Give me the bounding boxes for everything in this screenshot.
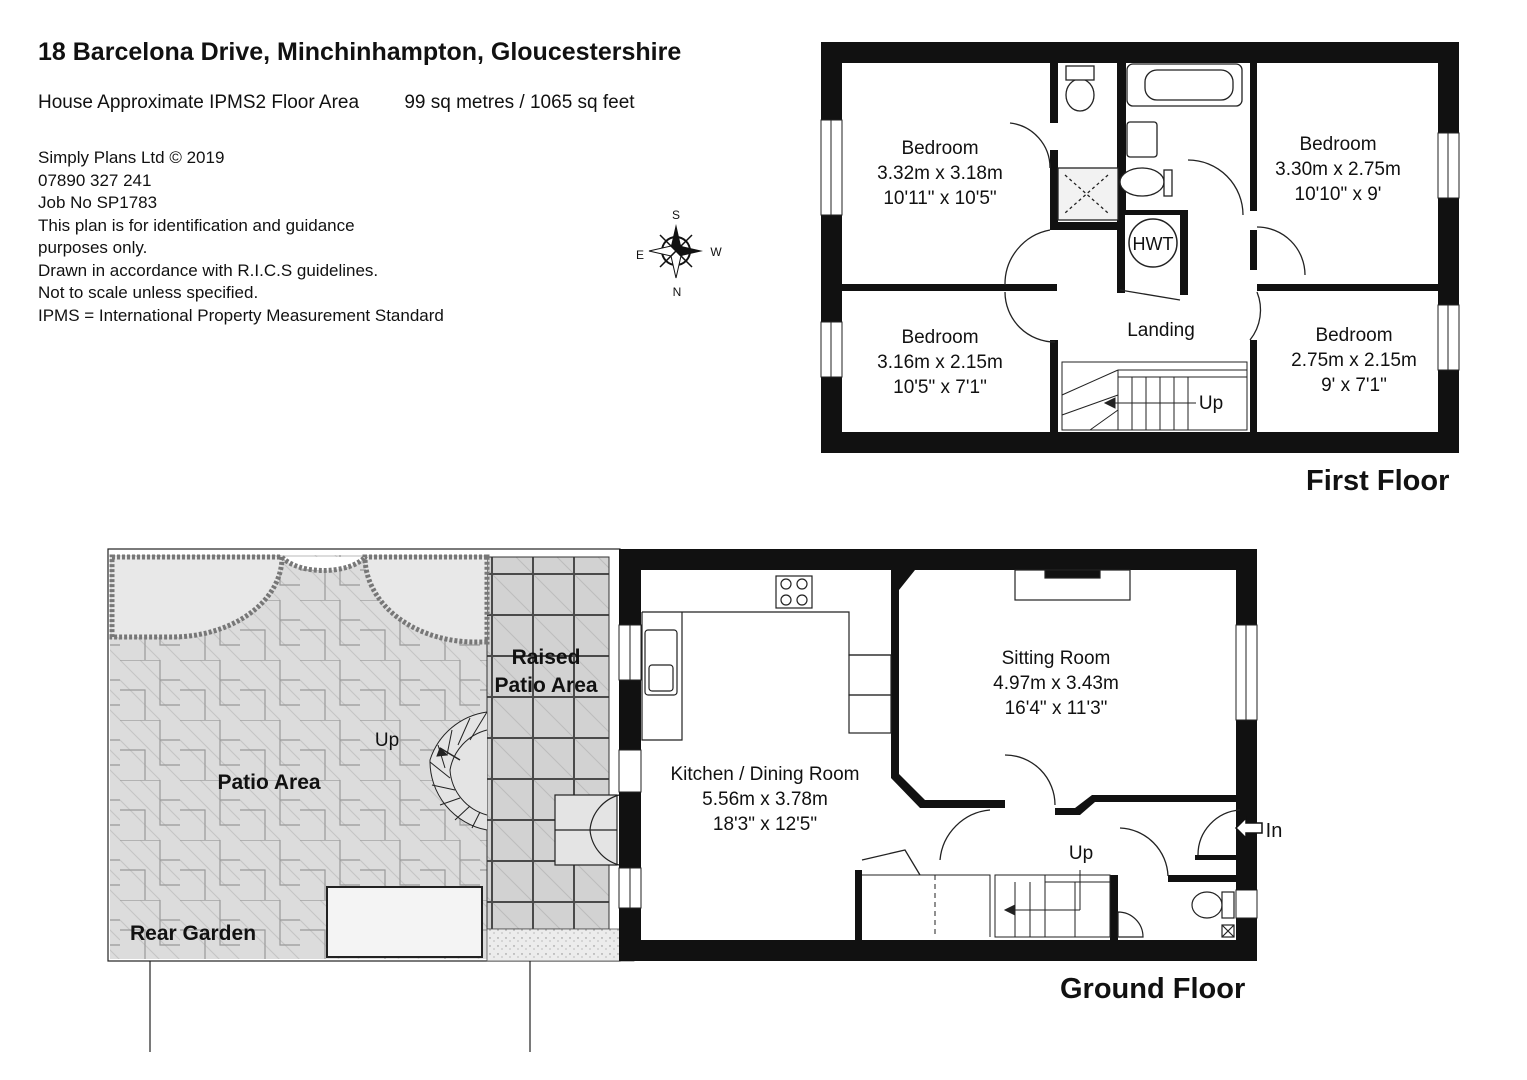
gravel-strip	[487, 929, 634, 961]
entrance-label: In	[1265, 820, 1283, 842]
sitting-room-name: Sitting Room	[1001, 648, 1111, 669]
rear-garden-label: Rear Garden	[129, 922, 257, 945]
patio-doors	[555, 795, 619, 865]
kitchen-name: Kitchen / Dining Room	[670, 764, 860, 785]
floor-area-value: 99 sq metres / 1065 sq feet	[404, 92, 635, 113]
ground-floor-title: Ground Floor	[1060, 973, 1246, 1005]
patio-steps-up-label: Up	[374, 730, 400, 751]
patio-area-label: Patio Area	[217, 771, 321, 794]
bedroom-4-name: Bedroom	[1315, 325, 1393, 346]
bedroom-3-imperial: 10'5" x 7'1"	[893, 377, 987, 398]
compass-south: S	[671, 208, 681, 222]
compass-west: W	[710, 245, 722, 259]
plan-notes	[38, 147, 444, 327]
bedroom-2-imperial: 10'10" x 9'	[1294, 184, 1382, 205]
property-title: 18 Barcelona Drive, Minchinhampton, Gloucestershire	[38, 38, 682, 66]
hwt-label: HWT	[1132, 234, 1174, 254]
ground-floor-stairs	[995, 870, 1110, 937]
compass-rose	[636, 208, 722, 299]
bedroom-4-metric: 2.75m x 2.15m	[1291, 350, 1417, 371]
landing-label: Landing	[1127, 320, 1195, 341]
sitting-room-metric: 4.97m x 3.43m	[993, 673, 1119, 694]
notes-rics: Drawn in accordance with R.I.C.S guidelines.	[38, 260, 379, 280]
raised-patio-tiles	[487, 557, 609, 929]
notes-scale: Not to scale unless specified.	[38, 283, 259, 302]
room-bedroom-2	[1275, 134, 1401, 205]
bedroom-1-name: Bedroom	[901, 138, 979, 159]
cloakroom-fixtures	[1118, 892, 1234, 937]
first-floor-stairs-label: Up	[1198, 393, 1224, 414]
notes-disclaimer-2: purposes only.	[38, 238, 148, 257]
room-bedroom-1	[877, 138, 1003, 209]
room-sitting	[993, 648, 1119, 719]
first-floor-bathroom-fixtures	[1058, 64, 1242, 220]
ground-floor-stairs-label: Up	[1068, 843, 1094, 864]
bedroom-2-metric: 3.30m x 2.75m	[1275, 159, 1401, 180]
ground-floor-outer-wall	[619, 549, 1257, 961]
notes-job-number: Job No SP1783	[38, 193, 158, 212]
bedroom-1-imperial: 10'11" x 10'5"	[883, 188, 997, 209]
notes-ipms: IPMS = International Property Measurement Standard	[38, 305, 444, 325]
bedroom-3-name: Bedroom	[901, 327, 979, 348]
bedroom-1-metric: 3.32m x 3.18m	[877, 163, 1003, 184]
fireplace	[1015, 570, 1130, 600]
ground-floor-door-swings	[862, 755, 1240, 876]
raised-patio-label-line2: Patio Area	[494, 674, 598, 697]
notes-company: Simply Plans Ltd © 2019	[38, 148, 225, 167]
compass-north: N	[672, 285, 682, 299]
room-bedroom-4	[1291, 325, 1417, 396]
first-floor-title: First Floor	[1306, 465, 1450, 497]
floor-area-line	[38, 92, 635, 114]
kitchen-units	[642, 576, 891, 740]
sitting-room-imperial: 16'4" x 11'3"	[1004, 698, 1108, 719]
understairs-cupboard	[862, 875, 990, 937]
room-kitchen	[670, 764, 859, 835]
kitchen-metric: 5.56m x 3.78m	[702, 789, 828, 810]
room-bedroom-3	[877, 327, 1003, 398]
compass-east: E	[635, 248, 645, 262]
bedroom-3-metric: 3.16m x 2.15m	[877, 352, 1003, 373]
notes-disclaimer-1: This plan is for identification and guidance	[38, 215, 355, 235]
raised-patio-label-line1: Raised	[511, 646, 581, 669]
first-floor-plan	[821, 42, 1459, 453]
floor-area-label: House Approximate IPMS2 Floor Area	[38, 92, 360, 113]
kitchen-imperial: 18'3" x 12'5"	[712, 814, 818, 835]
raised-bed	[327, 887, 482, 957]
bedroom-4-imperial: 9' x 7'1"	[1321, 375, 1387, 396]
notes-phone: 07890 327 241	[38, 170, 152, 190]
bedroom-2-name: Bedroom	[1299, 134, 1377, 155]
